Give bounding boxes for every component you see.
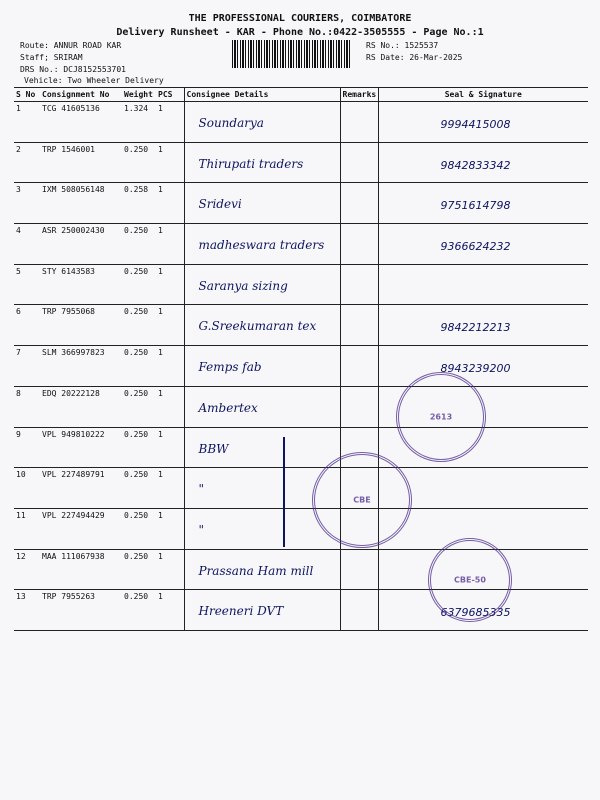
cell-weight: 0.250 <box>122 142 156 183</box>
phone-number: 8943239200 <box>440 362 511 376</box>
col-seal: Seal & Signature <box>378 88 588 102</box>
cell-consignment: VPL 949810222 <box>40 427 122 468</box>
col-consignment: Consignment No <box>40 88 122 102</box>
cell-weight: 0.250 <box>122 427 156 468</box>
cell-remarks <box>340 549 378 590</box>
consignee-name: Sridevi <box>198 197 242 212</box>
cell-consignment: STY 6143583 <box>40 264 122 305</box>
cell-sno: 1 <box>14 102 40 143</box>
table-row <box>14 183 588 224</box>
phone-number: 9842833342 <box>440 158 511 172</box>
consignee-name: " <box>198 482 205 497</box>
cell-weight: 0.250 <box>122 508 156 549</box>
stamp-text: 2613 <box>429 412 453 422</box>
table-row <box>14 224 588 265</box>
consignee-name: G.Sreekumaran tex <box>198 319 317 334</box>
cell-sno: 8 <box>14 386 40 427</box>
cell-remarks <box>340 102 378 143</box>
cell-seal <box>378 224 588 265</box>
col-consignee: Consignee Details <box>184 88 340 102</box>
cell-weight: 0.250 <box>122 264 156 305</box>
rs-date: RS Date: 26-Mar-2025 <box>366 53 463 62</box>
table-row <box>14 468 588 509</box>
cell-weight: 0.258 <box>122 183 156 224</box>
barcode <box>232 40 352 68</box>
cell-remarks <box>340 264 378 305</box>
cell-consignee <box>184 386 340 427</box>
cell-sno: 9 <box>14 427 40 468</box>
cell-remarks <box>340 590 378 631</box>
cell-sno: 4 <box>14 224 40 265</box>
cell-seal <box>378 142 588 183</box>
cell-pcs: 1 <box>156 183 184 224</box>
cell-sno: 3 <box>14 183 40 224</box>
cell-consignment: IXM 508056148 <box>40 183 122 224</box>
phone-number <box>381 511 587 525</box>
cell-consignment: MAA 111067938 <box>40 549 122 590</box>
table-row <box>14 102 588 143</box>
stamp-text: CBE-50 <box>454 575 486 585</box>
consignee-name: Prassana Ham mill <box>198 563 314 578</box>
table-row <box>14 346 588 387</box>
staff-label: Staff; SRIRAM <box>20 53 83 62</box>
cell-consignee <box>184 224 340 265</box>
cell-consignee <box>184 305 340 346</box>
cell-consignee <box>184 183 340 224</box>
cell-seal <box>378 346 588 387</box>
cell-seal <box>378 305 588 346</box>
cell-seal <box>378 264 588 305</box>
cell-consignment: VPL 227489791 <box>40 468 122 509</box>
cell-consignee <box>184 264 340 305</box>
cell-sno: 2 <box>14 142 40 183</box>
cell-sno: 5 <box>14 264 40 305</box>
company-title: THE PROFESSIONAL COURIERS, COIMBATORE <box>188 13 412 24</box>
cell-pcs: 1 <box>156 590 184 631</box>
cell-consignee <box>184 427 340 468</box>
cell-seal <box>378 183 588 224</box>
cell-sno: 11 <box>14 508 40 549</box>
cell-weight: 0.250 <box>122 386 156 427</box>
cell-consignee <box>184 346 340 387</box>
cell-pcs: 1 <box>156 224 184 265</box>
cell-consignee <box>184 549 340 590</box>
cell-weight: 0.250 <box>122 549 156 590</box>
table-row <box>14 386 588 427</box>
col-weight: Weight <box>122 88 156 102</box>
consignee-name: Saranya sizing <box>198 278 288 293</box>
cell-remarks <box>340 386 378 427</box>
cell-pcs: 1 <box>156 549 184 590</box>
cell-pcs: 1 <box>156 142 184 183</box>
consignee-name: madheswara traders <box>198 238 325 253</box>
cell-consignment: TRP 7955263 <box>40 590 122 631</box>
cell-pcs: 1 <box>156 264 184 305</box>
cell-pcs: 1 <box>156 305 184 346</box>
table-row <box>14 508 588 549</box>
cell-weight: 0.250 <box>122 590 156 631</box>
cell-pcs: 1 <box>156 427 184 468</box>
cell-remarks <box>340 224 378 265</box>
cell-consignee <box>184 142 340 183</box>
cell-weight: 0.250 <box>122 346 156 387</box>
cell-weight: 0.250 <box>122 224 156 265</box>
vehicle-label: Vehicle: Two Wheeler Delivery <box>24 76 164 85</box>
cell-consignment: TCG 41605136 <box>40 102 122 143</box>
cell-weight: 0.250 <box>122 468 156 509</box>
consignee-name: " <box>198 522 205 537</box>
cell-pcs: 1 <box>156 468 184 509</box>
consignee-name: Soundarya <box>198 116 264 130</box>
cell-sno: 7 <box>14 346 40 387</box>
cell-consignment: EDQ 20222128 <box>40 386 122 427</box>
cell-consignment: TRP 7955068 <box>40 305 122 346</box>
cell-consignment: VPL 227494429 <box>40 508 122 549</box>
company-seal-stamp <box>396 372 486 462</box>
cell-pcs: 1 <box>156 508 184 549</box>
phone-number: 9994415008 <box>440 118 511 131</box>
delivery-table <box>14 87 588 631</box>
cell-remarks <box>340 183 378 224</box>
phone-number <box>381 470 587 484</box>
table-row <box>14 427 588 468</box>
phone-number: 6379685335 <box>440 606 511 620</box>
cell-consignment: SLM 366997823 <box>40 346 122 387</box>
cell-consignment: TRP 1546001 <box>40 142 122 183</box>
table-row <box>14 264 588 305</box>
runsheet-subtitle: Delivery Runsheet - KAR - Phone No.:0422-3505555 - Page No.:1 <box>116 27 484 38</box>
cell-consignment: ASR 250002430 <box>40 224 122 265</box>
cell-consignee <box>184 102 340 143</box>
cell-sno: 6 <box>14 305 40 346</box>
phone-number <box>381 267 587 281</box>
phone-number: 9842212213 <box>440 321 511 335</box>
col-remarks: Remarks <box>340 88 378 102</box>
col-pcs: PCS <box>156 88 184 102</box>
table-row <box>14 305 588 346</box>
table-row <box>14 142 588 183</box>
cell-remarks <box>340 142 378 183</box>
ditto-bracket <box>271 437 285 547</box>
cell-weight: 1.324 <box>122 102 156 143</box>
route-label: Route: ANNUR ROAD KAR <box>20 41 122 50</box>
cell-remarks <box>340 305 378 346</box>
branch-seal-stamp <box>428 538 512 622</box>
cell-weight: 0.250 <box>122 305 156 346</box>
cell-consignee <box>184 590 340 631</box>
phone-number: 9751614798 <box>440 199 511 213</box>
courier-seal-stamp <box>312 452 412 548</box>
consignee-name: Ambertex <box>198 400 258 415</box>
cell-sno: 13 <box>14 590 40 631</box>
cell-pcs: 1 <box>156 346 184 387</box>
cell-pcs: 1 <box>156 102 184 143</box>
consignee-name: Hreeneri DVT <box>198 604 284 619</box>
rs-number: RS No.: 1525537 <box>366 41 439 50</box>
drs-label: DRS No.: DCJ8152553701 <box>20 65 126 74</box>
phone-number: 9366624232 <box>440 240 511 254</box>
consignee-name: BBW <box>198 441 229 456</box>
cell-sno: 12 <box>14 549 40 590</box>
consignee-name: Thirupati traders <box>198 156 304 171</box>
col-sno: S No <box>14 88 40 102</box>
table-header <box>14 88 588 102</box>
stamp-text: CBE <box>353 495 371 505</box>
consignee-name: Femps fab <box>198 360 262 375</box>
cell-seal <box>378 102 588 143</box>
cell-pcs: 1 <box>156 386 184 427</box>
cell-remarks <box>340 346 378 387</box>
cell-sno: 10 <box>14 468 40 509</box>
